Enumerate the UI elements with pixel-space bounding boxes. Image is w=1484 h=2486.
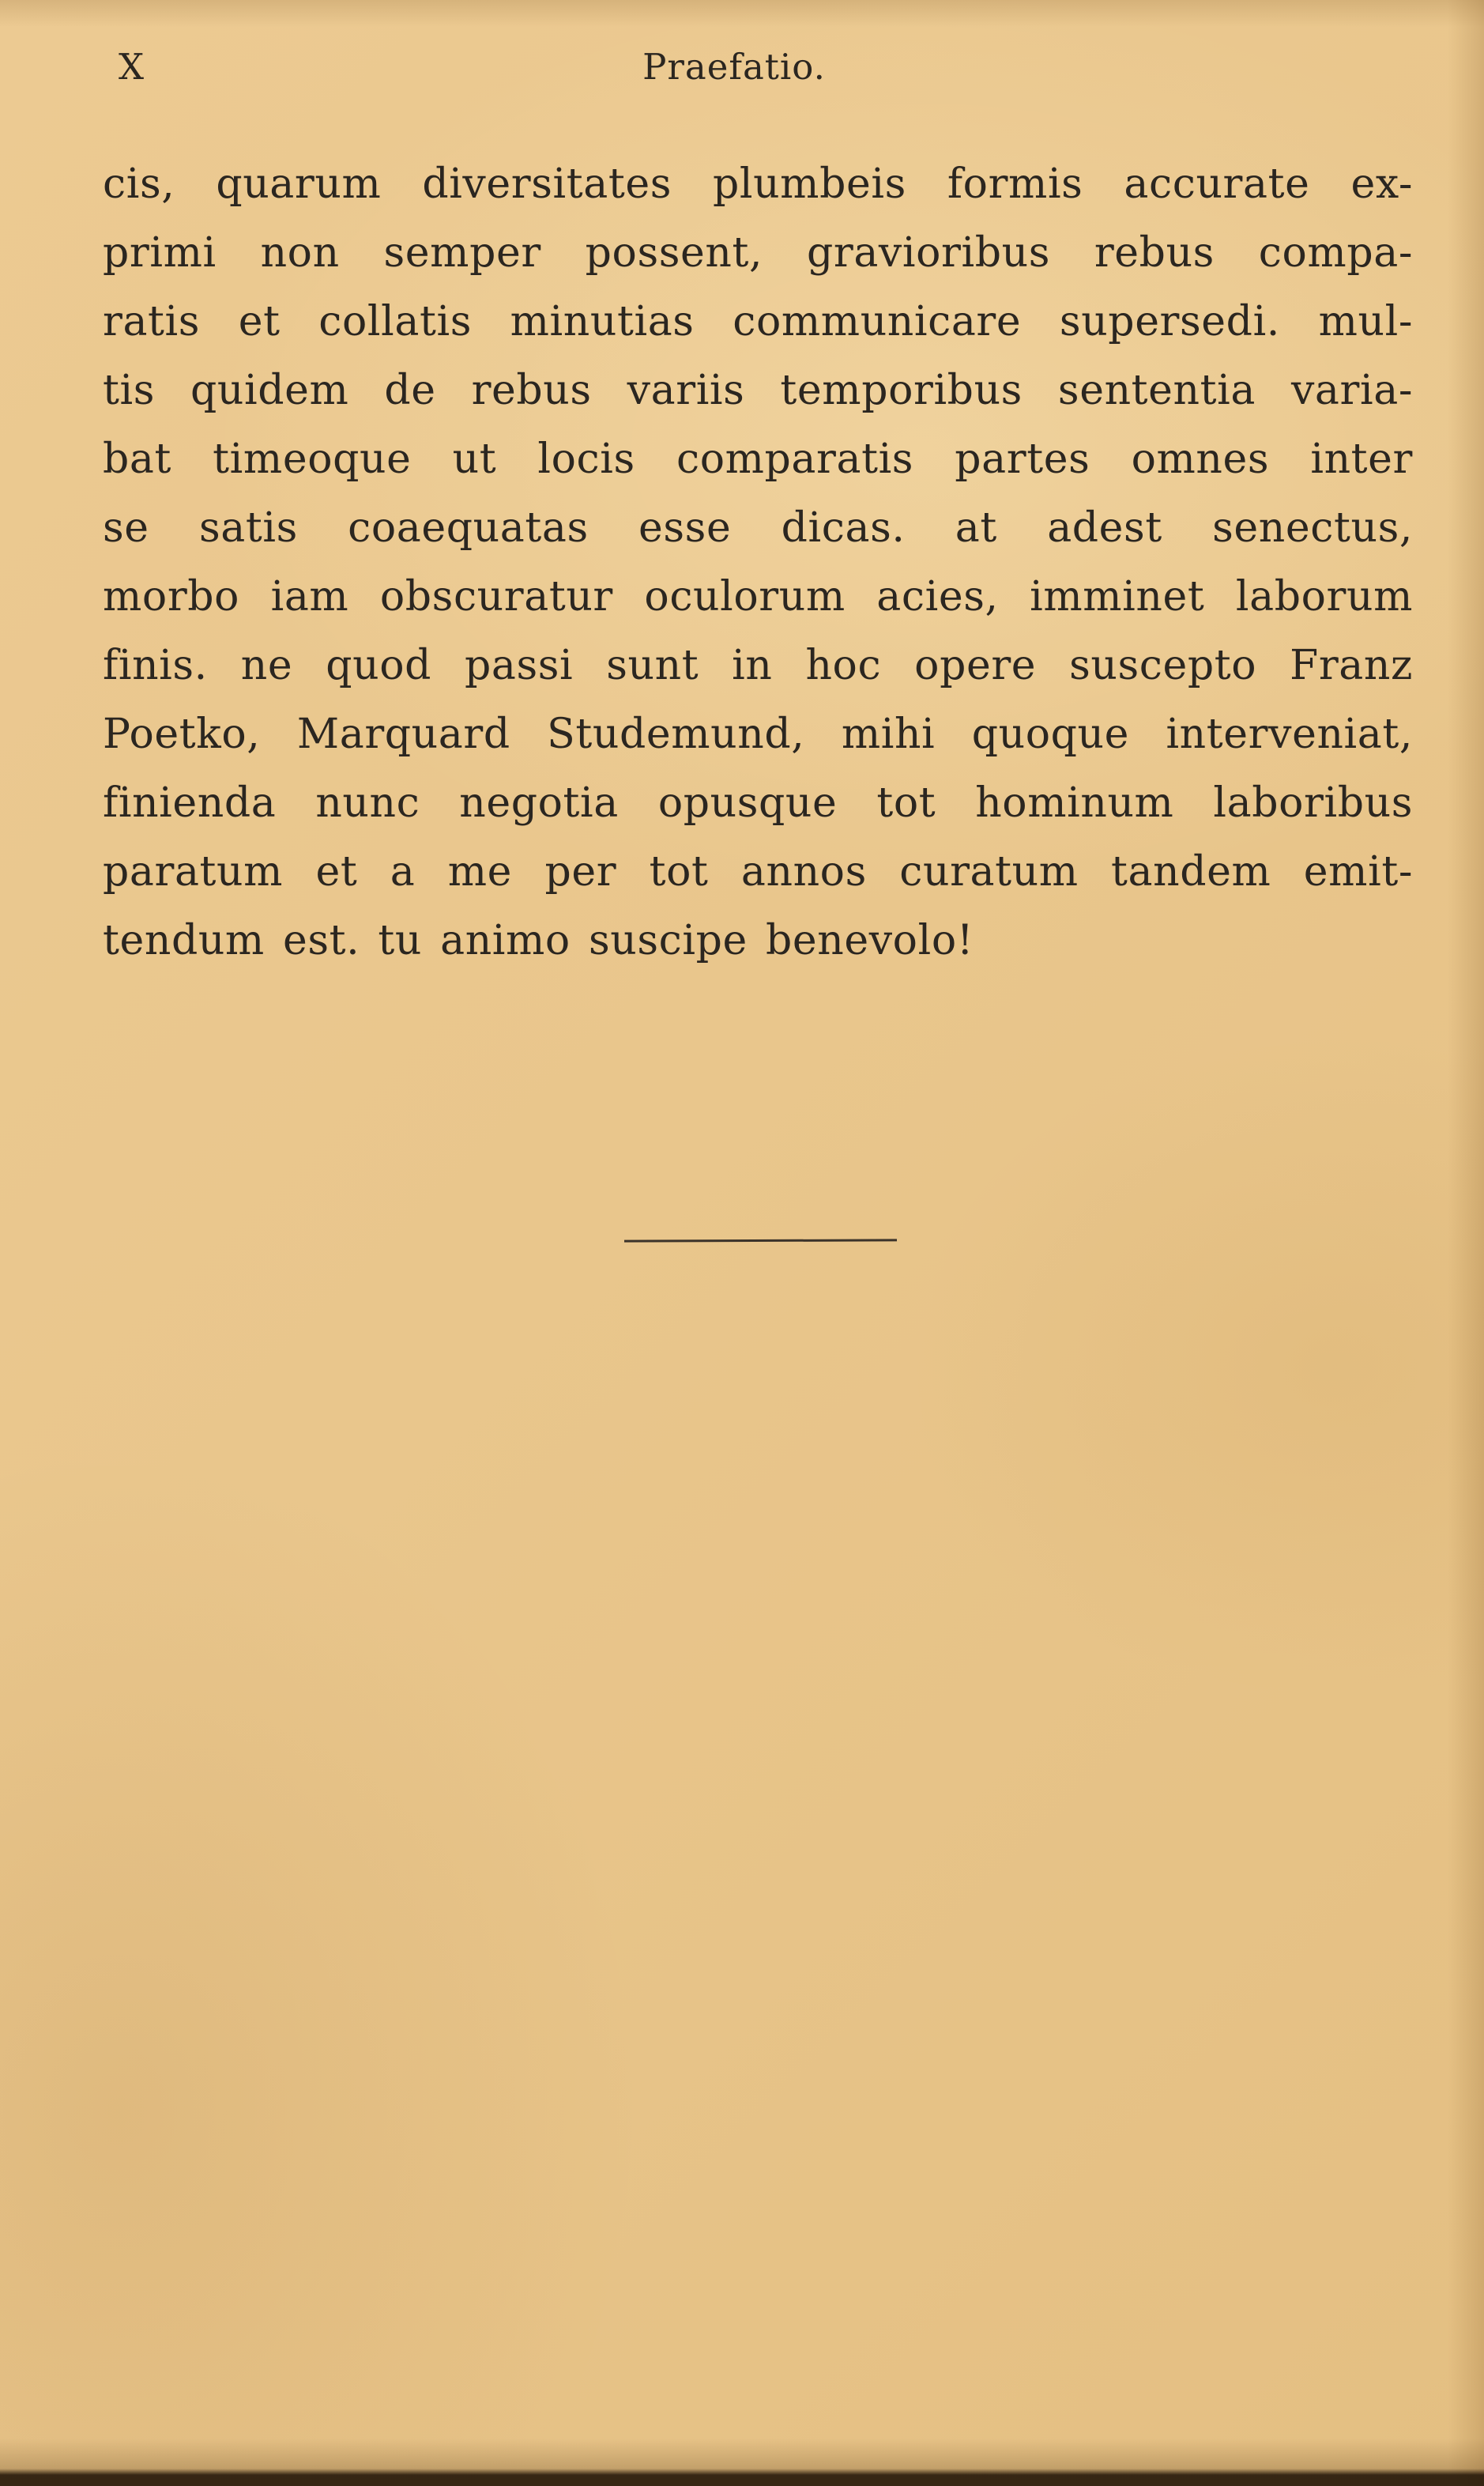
text-line: se satis coaequatas esse dicas. at adest senectus, <box>103 504 1413 552</box>
text-line: Poetko, Marquard Studemund, mihi quoque interveniat, <box>103 711 1413 758</box>
text-line: paratum et a me per tot annos curatum tandem emit- <box>103 848 1413 896</box>
text-line: tis quidem de rebus variis temporibus sententia varia- <box>103 367 1413 414</box>
page-header <box>103 46 1413 101</box>
text-block <box>103 150 1413 975</box>
text-line: finis. ne quod passi sunt in hoc opere suscepto Franz <box>103 642 1413 689</box>
text-line: tendum est. tu animo suscipe benevolo! <box>103 917 974 964</box>
divider-rule <box>624 1239 897 1242</box>
text-line: bat timeoque ut locis comparatis partes omnes inter <box>103 436 1413 483</box>
text-line: cis, quarum diversitates plumbeis formis accurate ex- <box>103 160 1413 208</box>
text-line: ratis et collatis minutias communicare supersedi. mul- <box>103 298 1413 345</box>
running-title: Praefatio. <box>642 46 826 88</box>
text-line: primi non semper possent, gravioribus rebus compa- <box>103 229 1413 277</box>
text-line: morbo iam obscuratur oculorum acies, imminet laborum <box>103 573 1413 621</box>
page-number: X <box>119 46 145 88</box>
text-line: finienda nunc negotia opusque tot hominum laboribus <box>103 779 1413 827</box>
